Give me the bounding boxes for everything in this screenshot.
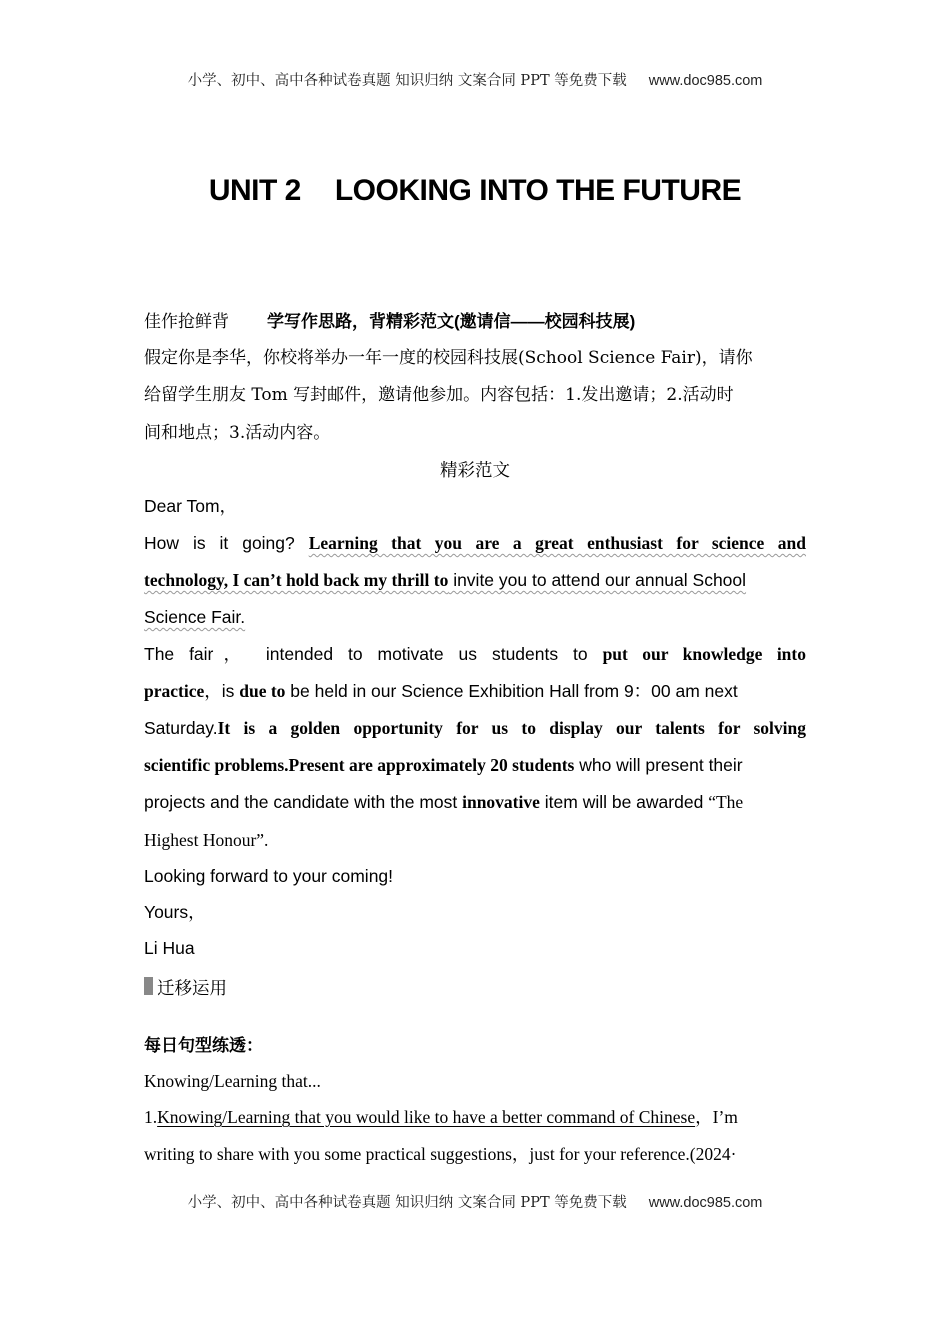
text-run: who will present their xyxy=(574,755,743,775)
practice-heading xyxy=(144,976,806,1000)
essay-closing: Looking forward to your coming! xyxy=(144,866,394,886)
essay-p2-line-6: Highest Honour”. xyxy=(144,830,269,850)
example-1-line-2: writing to share with you some practical suggestions，just for your reference.(2024· xyxy=(144,1144,737,1164)
highlight-phrase: It is a golden opportunity for us to display our talents for solving xyxy=(217,718,806,738)
text-run: The fair， intended to motivate us students to xyxy=(144,644,603,664)
section-subtitle: 学写作思路，背精彩范文(邀请信——校园科技展) xyxy=(267,312,636,331)
underlined-phrase: Knowing/Learning that you would like to have a better command of Chinese xyxy=(157,1107,696,1127)
text-run: ，is xyxy=(204,681,240,701)
highlight-phrase: Learning that you are a great enthusiast for science and xyxy=(308,533,806,553)
section-marker-icon xyxy=(144,977,153,995)
text-run: “The xyxy=(708,792,744,812)
essay-p1-line-1 xyxy=(144,531,806,555)
essay-greeting: Dear Tom， xyxy=(144,496,238,516)
prompt-line-1: 假定你是李华，你校将举办一年一度的校园科技展(School Science Fair)，请你 xyxy=(144,348,753,368)
highlight-phrase: due to xyxy=(239,681,286,701)
text-run: be held in our Science Exhibition Hall from 9：00 am next xyxy=(285,681,738,701)
header-text: 小学、初中、高中各种试卷真题 知识归纳 文案合同 PPT 等免费下载 xyxy=(187,73,627,89)
text-run: ，I’m xyxy=(695,1107,738,1127)
text-run: invite you to attend our annual School xyxy=(448,570,747,590)
essay-p2-line-1 xyxy=(144,642,806,666)
example-1-line-1 xyxy=(144,1105,806,1129)
essay-heading: 精彩范文 xyxy=(440,460,510,480)
essay-signature: Li Hua xyxy=(144,938,195,958)
essay-p2-line-2 xyxy=(144,679,806,703)
highlight-phrase: scientific problems.Present are approximately 20 students xyxy=(144,755,575,775)
example-number: 1. xyxy=(144,1107,158,1127)
text-run: How is it going? xyxy=(144,533,309,553)
page-footer xyxy=(0,1191,950,1212)
unit-label: UNIT 2 xyxy=(208,174,301,207)
daily-pattern-label: 每日句型练透： xyxy=(144,1036,263,1055)
footer-url[interactable]: www.doc985.com xyxy=(648,1195,763,1211)
practice-heading-text: 迁移运用 xyxy=(157,978,227,998)
essay-p2-line-5 xyxy=(144,790,806,814)
section-label: 佳作抢鲜背 xyxy=(144,312,229,332)
highlight-phrase: practice xyxy=(144,681,205,701)
text-run: Science Fair. xyxy=(144,607,246,627)
prompt-line-3: 间和地点；3.活动内容。 xyxy=(144,423,331,443)
header-url[interactable]: www.doc985.com xyxy=(648,73,763,89)
essay-p1-line-2 xyxy=(144,568,806,592)
unit-name: LOOKING INTO THE FUTURE xyxy=(334,174,742,207)
highlight-phrase: technology, I can’t hold back my thrill to xyxy=(144,570,449,590)
essay-p2-line-3 xyxy=(144,716,806,740)
sentence-pattern: Knowing/Learning that... xyxy=(144,1071,321,1091)
essay-p2-line-4 xyxy=(144,753,806,777)
footer-text: 小学、初中、高中各种试卷真题 知识归纳 文案合同 PPT 等免费下载 xyxy=(187,1195,627,1211)
text-run: Saturday. xyxy=(144,718,218,738)
section-heading xyxy=(144,309,806,334)
essay-p1-line-3 xyxy=(144,605,806,629)
text-run: item will be awarded xyxy=(539,792,709,812)
highlight-phrase: put our knowledge into xyxy=(602,644,806,664)
prompt-line-2: 给留学生朋友 Tom 写封邮件，邀请他参加。内容包括：1.发出邀请；2.活动时 xyxy=(144,385,734,405)
essay-signoff: Yours， xyxy=(144,902,206,922)
page-title xyxy=(0,174,950,208)
page-header xyxy=(0,69,950,90)
text-run: projects and the candidate with the most xyxy=(144,792,463,812)
highlight-phrase: innovative xyxy=(462,792,540,812)
